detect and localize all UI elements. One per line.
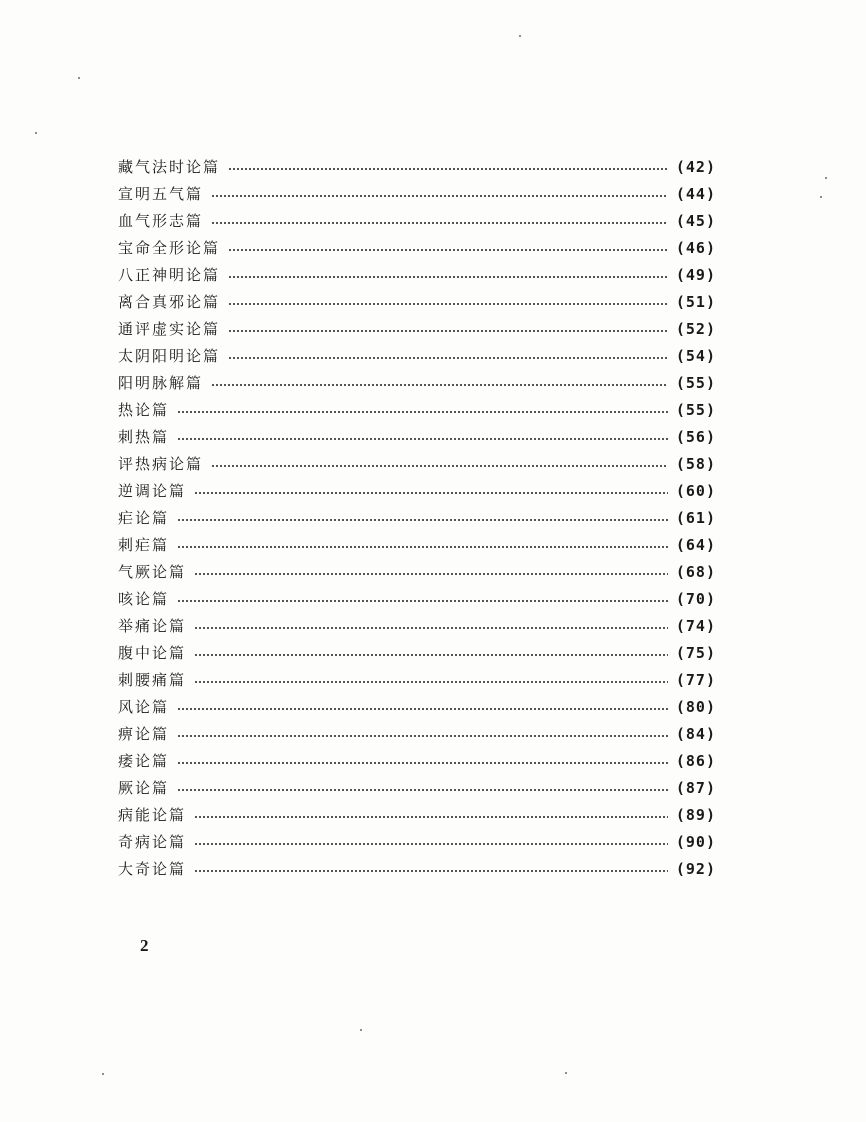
toc-entry[interactable]	[118, 829, 716, 856]
toc-entry-title: 腹中论篇	[118, 644, 187, 662]
toc-entry-title: 八正神明论篇	[118, 266, 221, 284]
toc-entry-page: (52)	[675, 320, 716, 338]
toc-entry-title: 热论篇	[118, 401, 170, 419]
toc-entry-title: 通评虚实论篇	[118, 320, 221, 338]
toc-entry-page: (74)	[675, 617, 716, 635]
dot-leader	[228, 168, 668, 170]
toc-entry-page: (51)	[675, 293, 716, 311]
scan-speck	[519, 35, 521, 37]
toc-entry[interactable]	[118, 235, 716, 262]
toc-entry-page: (61)	[675, 509, 716, 527]
toc-entry-page: (80)	[675, 698, 716, 716]
toc-entry-page: (44)	[675, 185, 716, 203]
toc-entry-title: 风论篇	[118, 698, 170, 716]
toc-entry-title: 痹论篇	[118, 725, 170, 743]
toc-entry-page: (56)	[675, 428, 716, 446]
toc-entry[interactable]	[118, 181, 716, 208]
dot-leader	[177, 762, 668, 764]
dot-leader	[194, 627, 668, 629]
dot-leader	[211, 465, 668, 467]
toc-entry[interactable]	[118, 667, 716, 694]
toc-entry-page: (58)	[675, 455, 716, 473]
toc-entry-title: 痿论篇	[118, 752, 170, 770]
toc-entry[interactable]	[118, 424, 716, 451]
toc-entry-page: (55)	[675, 401, 716, 419]
toc-entry[interactable]	[118, 289, 716, 316]
toc-entry-page: (87)	[675, 779, 716, 797]
dot-leader	[228, 330, 668, 332]
table-of-contents	[118, 154, 716, 883]
toc-entry[interactable]	[118, 316, 716, 343]
dot-leader	[194, 492, 668, 494]
toc-entry-page: (84)	[675, 725, 716, 743]
dot-leader	[177, 789, 668, 791]
toc-entry-title: 刺疟篇	[118, 536, 170, 554]
toc-entry[interactable]	[118, 856, 716, 883]
toc-entry[interactable]	[118, 721, 716, 748]
dot-leader	[194, 573, 668, 575]
toc-entry-page: (68)	[675, 563, 716, 581]
toc-entry-title: 咳论篇	[118, 590, 170, 608]
dot-leader	[194, 816, 668, 818]
dot-leader	[177, 735, 668, 737]
toc-entry[interactable]	[118, 370, 716, 397]
toc-entry-title: 厥论篇	[118, 779, 170, 797]
toc-entry-title: 评热病论篇	[118, 455, 204, 473]
scan-speck	[360, 1029, 362, 1031]
dot-leader	[194, 870, 668, 872]
toc-entry-page: (86)	[675, 752, 716, 770]
toc-entry[interactable]	[118, 343, 716, 370]
toc-entry-title: 离合真邪论篇	[118, 293, 221, 311]
dot-leader	[228, 303, 668, 305]
dot-leader	[211, 195, 668, 197]
toc-entry-page: (60)	[675, 482, 716, 500]
toc-entry-title: 刺腰痛篇	[118, 671, 187, 689]
toc-entry-title: 藏气法时论篇	[118, 158, 221, 176]
dot-leader	[211, 222, 668, 224]
toc-entry-page: (92)	[675, 860, 716, 878]
toc-entry-title: 太阴阳明论篇	[118, 347, 221, 365]
toc-entry[interactable]	[118, 478, 716, 505]
scan-speck	[35, 132, 37, 134]
dot-leader	[228, 357, 668, 359]
toc-entry-title: 气厥论篇	[118, 563, 187, 581]
toc-entry-page: (77)	[675, 671, 716, 689]
scan-speck	[102, 1073, 104, 1075]
toc-entry[interactable]	[118, 451, 716, 478]
toc-entry-page: (89)	[675, 806, 716, 824]
toc-entry-title: 逆调论篇	[118, 482, 187, 500]
toc-entry[interactable]	[118, 208, 716, 235]
toc-entry[interactable]	[118, 559, 716, 586]
toc-entry-page: (54)	[675, 347, 716, 365]
toc-entry-page: (45)	[675, 212, 716, 230]
toc-entry-title: 宣明五气篇	[118, 185, 204, 203]
toc-entry-title: 疟论篇	[118, 509, 170, 527]
dot-leader	[194, 681, 668, 683]
dot-leader	[194, 843, 668, 845]
toc-entry-page: (42)	[675, 158, 716, 176]
toc-entry[interactable]	[118, 694, 716, 721]
dot-leader	[177, 438, 668, 440]
toc-entry-page: (75)	[675, 644, 716, 662]
toc-entry[interactable]	[118, 532, 716, 559]
toc-entry-title: 举痛论篇	[118, 617, 187, 635]
toc-entry-page: (90)	[675, 833, 716, 851]
scan-speck	[78, 77, 80, 79]
toc-entry[interactable]	[118, 802, 716, 829]
scan-speck	[820, 196, 822, 198]
toc-entry[interactable]	[118, 775, 716, 802]
toc-entry-title: 血气形志篇	[118, 212, 204, 230]
toc-entry-title: 病能论篇	[118, 806, 187, 824]
toc-entry[interactable]	[118, 154, 716, 181]
toc-entry-title: 阳明脉解篇	[118, 374, 204, 392]
dot-leader	[177, 600, 668, 602]
toc-entry[interactable]	[118, 262, 716, 289]
toc-entry-title: 大奇论篇	[118, 860, 187, 878]
toc-entry-page: (46)	[675, 239, 716, 257]
dot-leader	[228, 249, 668, 251]
toc-entry[interactable]	[118, 613, 716, 640]
scan-speck	[825, 177, 827, 179]
toc-entry-title: 奇病论篇	[118, 833, 187, 851]
dot-leader	[177, 519, 668, 521]
toc-entry[interactable]	[118, 397, 716, 424]
toc-entry[interactable]	[118, 640, 716, 667]
toc-entry[interactable]	[118, 748, 716, 775]
dot-leader	[177, 546, 668, 548]
toc-entry-page: (55)	[675, 374, 716, 392]
toc-entry-page: (64)	[675, 536, 716, 554]
dot-leader	[211, 384, 668, 386]
toc-entry-page: (70)	[675, 590, 716, 608]
scan-speck	[565, 1072, 567, 1074]
toc-entry-title: 刺热篇	[118, 428, 170, 446]
dot-leader	[177, 411, 668, 413]
toc-entry[interactable]	[118, 586, 716, 613]
toc-entry[interactable]	[118, 505, 716, 532]
toc-entry-page: (49)	[675, 266, 716, 284]
page-number: 2	[140, 936, 149, 955]
dot-leader	[194, 654, 668, 656]
dot-leader	[177, 708, 668, 710]
dot-leader	[228, 276, 668, 278]
toc-entry-title: 宝命全形论篇	[118, 239, 221, 257]
